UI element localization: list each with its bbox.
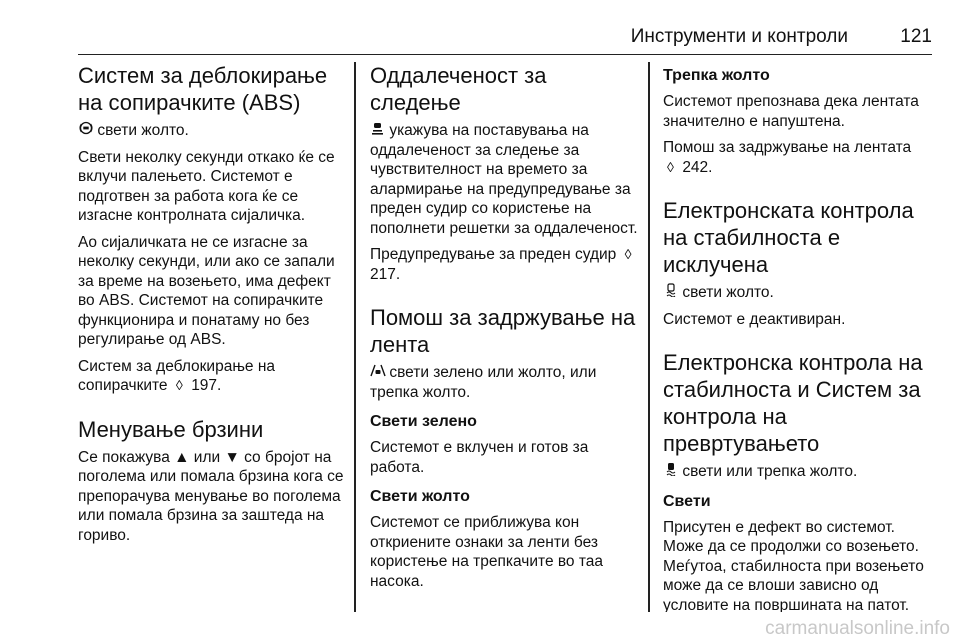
abs-paragraph-2: Ао сијаличката не се изгасне за неколку секунди, или ако се запали за време на возењето, има дефект во ABS. Системот на сопирачките функционира и понатаму но без регулирање од ABS. [78,233,335,348]
lights-subheading: Свети [663,492,711,510]
green-subheading: Свети зелено [370,413,477,430]
distance-reference [370,245,638,284]
lane-keep-assist-icon [370,363,385,383]
yellow-subheading: Свети жолто [370,488,470,505]
esc-off-indicator-text: свети жолто. [682,284,774,301]
column-divider [648,62,650,612]
distance-paragraph [370,121,638,238]
lights-paragraph: Присутен е дефект во системот. Може да се продолжи со возењето. Меѓутоа, стабилноста при возењето може да се влоши зависно од условите на површината на патот. [663,518,924,612]
column-right [663,62,933,612]
lane-reference-page[interactable]: 242. [682,158,713,176]
lane-paragraph [370,363,638,402]
distance-paragraph-text: укажува на поставувања на оддалеченост за следење за чувствителност на времето за алармирање на предупредување за преден судир со користење на пополнети решетки за оддалеченост. [370,122,638,237]
page-number: 121 [900,26,932,47]
esc-off-icon [663,283,678,303]
abs-warning-icon [78,121,93,141]
abs-reference-text: Систем за деблокирање на сопирачките [78,357,276,394]
section-title: Инструменти и контроли [630,26,848,47]
abs-reference [78,357,344,396]
column-left [78,62,344,612]
distance-heading: Оддалеченост за следење [370,63,547,115]
esc-heading: Електронска контрола на стабилноста и Систем за контрола на превртувањето [663,350,923,456]
gear-paragraph: Се покажува ▲ или ▼ со бројот на поголема или помала брзина кога се препорачува менување во поголема или помала брзина за заштеда на гориво. [78,448,344,544]
distance-reference-page[interactable]: 217. [370,265,401,283]
distance-reference-text: Предупредување за преден судир [370,246,617,263]
reference-arrow-icon: ◊ [624,246,632,262]
abs-indicator-line [78,121,344,141]
column-divider [354,62,356,612]
green-paragraph: Системот е вклучен и готов за работа. [370,439,589,476]
esc-indicator-text: свети или трепка жолто. [682,463,858,480]
blink-paragraph: Системот препознава дека лентата значително е напуштена. [663,93,919,130]
esc-off-indicator-line [663,283,933,303]
following-distance-icon [370,121,385,141]
abs-indicator-text: свети жолто. [97,122,189,139]
reference-arrow-icon: ◊ [175,377,183,393]
esc-off-heading: Електронската контрола на стабилноста е исклучена [663,198,914,277]
lane-paragraph-text: свети зелено или жолто, или трепка жолто. [370,364,597,401]
esc-off-paragraph: Системот е деактивиран. [663,310,846,328]
lane-heading: Помош за задржување на лента [370,305,636,357]
page-header [78,24,932,55]
esc-indicator-line [663,462,933,482]
gear-heading: Менување брзини [78,416,264,442]
abs-heading: Систем за деблокирање на сопирачките (ABS) [78,63,328,115]
lane-reference-text: Помош за задржување на лентата [663,139,912,156]
yellow-paragraph: Системот се приближува кон откриените ознаки за ленти без користење на трепкачите во таа насока. [370,514,604,590]
reference-arrow-icon: ◊ [667,158,674,175]
blink-subheading: Трепка жолто [663,67,770,84]
column-middle [370,62,638,612]
esc-icon [663,462,678,482]
lane-reference [663,138,933,177]
abs-paragraph-1: Свети неколку секунди откако ќе се вклучи палењето. Системот е подготвен за работа кога ќе се изгасне контролната сијаличка. [78,148,335,224]
abs-reference-page[interactable]: 197. [191,377,222,394]
watermark: carmanualsonline.info [765,618,950,639]
